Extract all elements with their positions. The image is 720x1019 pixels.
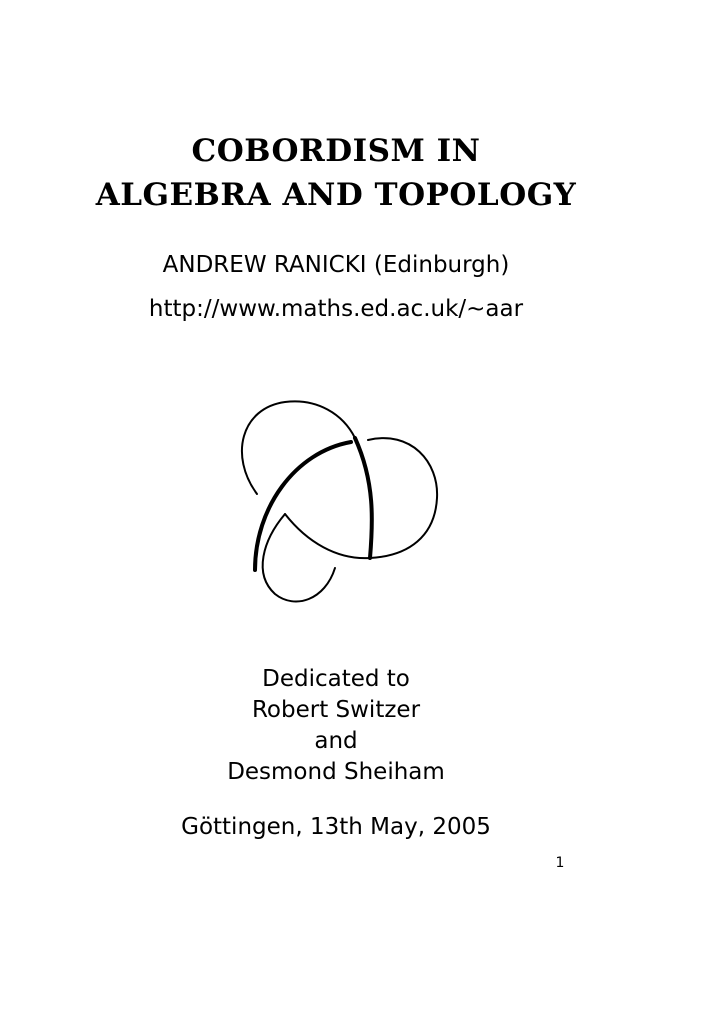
author-url: http://www.maths.ed.ac.uk/~aar: [148, 296, 524, 322]
page-number: 1: [555, 855, 565, 871]
dedication-line: Desmond Sheiham: [227, 759, 445, 785]
document-title-line-1: COBORDISM IN: [191, 133, 481, 169]
knot-strand: [285, 514, 370, 558]
place-and-date: Göttingen, 13th May, 2005: [181, 814, 491, 840]
knot-strand: [368, 438, 437, 558]
knot-strands: [242, 401, 437, 601]
knot-strand: [242, 401, 355, 494]
dedication-line: Dedicated to: [262, 666, 410, 692]
document-title-line-2: ALGEBRA AND TOPOLOGY: [95, 177, 577, 213]
trefoil-knot-icon: [225, 390, 455, 620]
knot-strand: [355, 438, 372, 558]
dedication-line: and: [314, 728, 358, 754]
knot-strand: [255, 442, 351, 570]
dedication-line: Robert Switzer: [251, 697, 421, 723]
author: ANDREW RANICKI (Edinburgh): [162, 252, 510, 278]
knot-strand: [263, 514, 335, 602]
